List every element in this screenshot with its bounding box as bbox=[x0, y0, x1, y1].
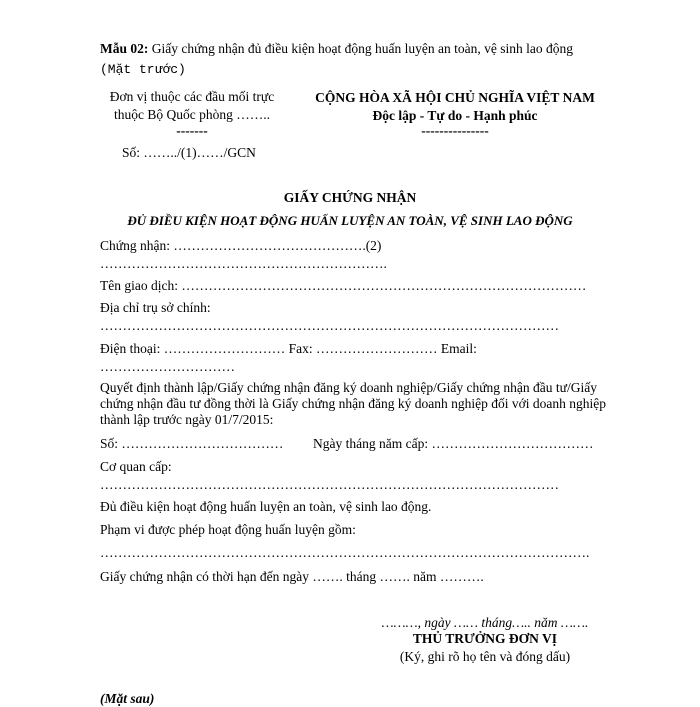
title-line2: ĐỦ ĐIỀU KIỆN HOẠT ĐỘNG HUẤN LUYỆN AN TOÀN, VỆ SINH LAO ĐỘNG bbox=[127, 213, 573, 228]
left-header bbox=[92, 88, 292, 138]
trade-name-line: Tên giao dịch: ……………………………………………………………………………… bbox=[100, 278, 587, 293]
email-dots: ………………………… bbox=[100, 359, 235, 374]
certify-line: Chứng nhận: …………………………………….(2) bbox=[100, 238, 382, 253]
form-title: Giấy chứng nhận đủ điều kiện hoạt động huấn luyện an toàn, vệ sinh lao động bbox=[148, 41, 573, 56]
decision-line3: thành lập trước ngày 01/7/2015: bbox=[100, 412, 274, 427]
address-dots: ………………………………………………………………………………………… bbox=[100, 318, 559, 333]
issuer-dots: ………………………………………………………………………………………… bbox=[100, 477, 559, 492]
certify-dots: ………………………………………………………. bbox=[100, 256, 387, 271]
doc-number: Số: ……../(1)……/GCN bbox=[122, 145, 256, 160]
phone-fax-email-line: Điện thoại: ……………………… Fax: ……………………… Email: bbox=[100, 341, 477, 356]
side-note: (Mặt trước) bbox=[100, 62, 186, 77]
signature-role: THỦ TRƯỞNG ĐƠN VỊ bbox=[412, 631, 558, 646]
validity-line: Giấy chứng nhận có thời hạn đến ngày ……. tháng ……. năm ………. bbox=[100, 569, 484, 584]
title-line1: GIẤY CHỨNG NHẬN bbox=[283, 190, 417, 205]
right-header-rule: --------------- bbox=[421, 123, 489, 138]
decision-line2: chứng nhận đầu tư đồng thời là Giấy chứng nhận đăng ký doanh nghiệp đối với doanh nghiệp bbox=[100, 396, 607, 411]
address-label: Địa chỉ trụ sở chính: bbox=[100, 300, 211, 315]
scope-dots: ………………………………………………………………………………………………. bbox=[100, 545, 590, 560]
left-header-rule: ------- bbox=[176, 123, 208, 138]
issuer-label: Cơ quan cấp: bbox=[100, 459, 172, 474]
right-header bbox=[290, 88, 620, 138]
country-name: CỘNG HÒA XÃ HỘI CHỦ NGHĨA VIỆT NAM bbox=[315, 90, 595, 105]
form-header-line bbox=[100, 41, 573, 57]
signature-note: (Ký, ghi rõ họ tên và đóng dấu) bbox=[399, 649, 571, 664]
signature-date: ………, ngày …… tháng….. năm ……. bbox=[381, 615, 589, 630]
left-header-line1: Đơn vị thuộc các đầu mối trực bbox=[109, 89, 275, 104]
back-side-label: (Mặt sau) bbox=[100, 691, 155, 706]
qualified-statement: Đủ điều kiện hoạt động huấn luyện an toàn, vệ sinh lao động. bbox=[100, 499, 432, 514]
form-code: Mẫu 02: bbox=[100, 41, 149, 56]
issue-date: Ngày tháng năm cấp: ……………………………… bbox=[313, 436, 594, 451]
motto: Độc lập - Tự do - Hạnh phúc bbox=[372, 108, 538, 123]
scope-label: Phạm vi được phép hoạt động huấn luyện gồm: bbox=[100, 522, 356, 537]
registration-number: Số: ……………………………… bbox=[100, 436, 284, 451]
decision-line1: Quyết định thành lập/Giấy chứng nhận đăng ký doanh nghiệp/Giấy chứng nhận đầu tư/Giấy bbox=[100, 380, 597, 395]
left-header-line2: thuộc Bộ Quốc phòng …….. bbox=[114, 107, 270, 122]
